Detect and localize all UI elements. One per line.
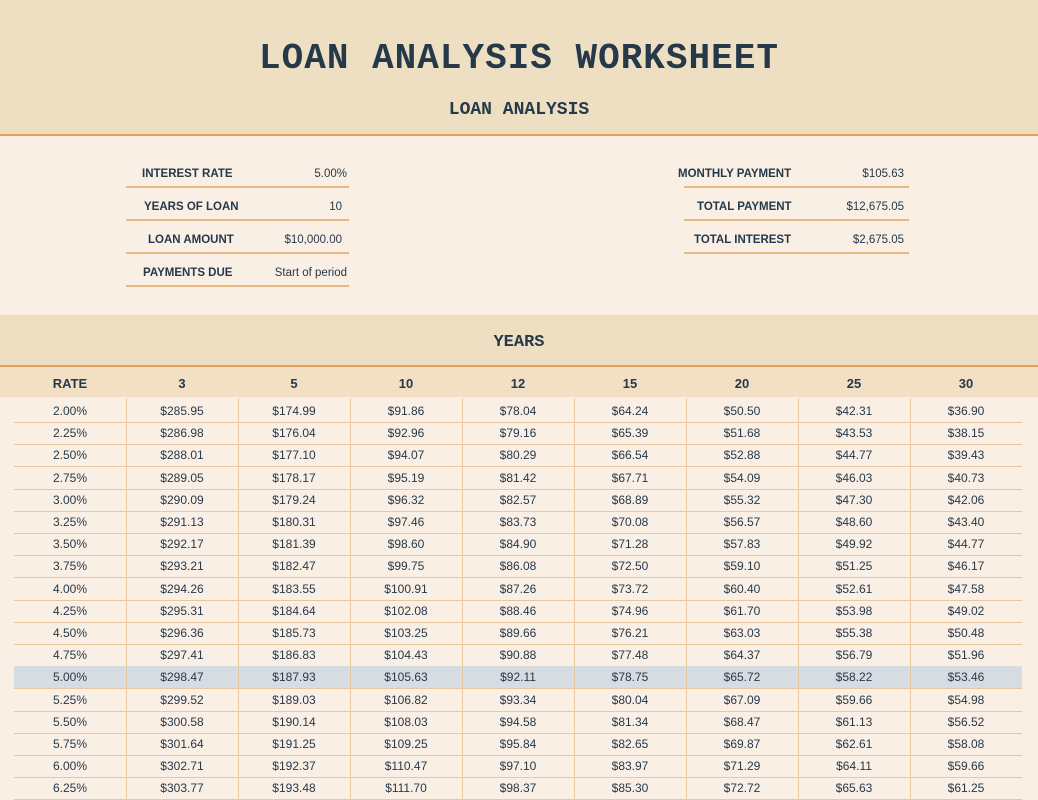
payment-cell[interactable]: $48.60 [835, 515, 873, 529]
column-header-years: 30 [958, 376, 974, 391]
payment-cell[interactable]: $61.13 [835, 714, 873, 729]
table-row [14, 511, 1022, 534]
total-interest-field [684, 230, 909, 254]
payment-cell[interactable]: $52.88 [723, 448, 761, 463]
payment-cell[interactable]: $59.10 [723, 559, 761, 574]
payment-cell[interactable]: $92.96 [387, 426, 425, 441]
table-row [14, 777, 1022, 800]
payment-cell[interactable]: $76.21 [611, 626, 649, 640]
payment-cell[interactable]: $295.31 [160, 603, 204, 618]
payment-cell[interactable]: $51.68 [723, 426, 761, 441]
payment-cell[interactable]: $55.32 [723, 492, 761, 507]
table-row [14, 689, 1022, 712]
payment-cell[interactable]: $108.03 [384, 714, 428, 729]
payment-cell[interactable]: $89.66 [499, 626, 537, 640]
payment-cell[interactable]: $61.25 [947, 781, 985, 796]
payment-cell[interactable]: $50.48 [947, 626, 985, 640]
total-interest-value: $2,675.05 [852, 234, 904, 246]
rate-cell[interactable]: 2.25% [52, 426, 88, 441]
payment-cell[interactable]: $64.24 [611, 404, 649, 418]
column-divider [574, 398, 575, 800]
column-header-years: 3 [178, 376, 186, 391]
rate-cell[interactable]: 4.25% [52, 603, 88, 618]
payment-cell[interactable]: $110.47 [384, 759, 428, 774]
payment-cell[interactable]: $302.71 [160, 759, 204, 774]
payment-cell[interactable]: $98.37 [499, 781, 537, 796]
payment-cell[interactable]: $100.91 [384, 581, 428, 596]
payment-cell[interactable]: $96.32 [387, 492, 425, 507]
interest-rate-value[interactable]: 5.00% [314, 168, 347, 180]
payment-cell[interactable]: $111.70 [385, 781, 427, 796]
payment-cell[interactable]: $54.09 [723, 470, 761, 485]
table-row [14, 400, 1022, 423]
loan-amount-value[interactable]: $10,000.00 [284, 234, 342, 246]
payment-cell[interactable]: $90.88 [499, 648, 537, 663]
payment-cell[interactable]: $104.43 [384, 648, 428, 663]
column-divider [126, 398, 127, 800]
payment-cell[interactable]: $43.40 [947, 515, 985, 529]
payment-cell[interactable]: $57.83 [723, 537, 761, 552]
payment-cell[interactable]: $192.37 [272, 759, 316, 774]
column-divider [686, 398, 687, 800]
payment-cell[interactable]: $292.17 [160, 537, 204, 552]
section-title: LOAN ANALYSIS [448, 100, 590, 120]
rate-cell[interactable]: 3.75% [52, 559, 88, 574]
payment-cell[interactable]: $44.77 [835, 448, 873, 463]
page-title: LOAN ANALYSIS WORKSHEET [259, 38, 779, 79]
payment-cell[interactable]: $97.10 [499, 759, 537, 774]
payment-cell[interactable]: $36.90 [947, 404, 985, 418]
payment-cell[interactable]: $72.72 [723, 781, 761, 796]
column-divider [350, 398, 351, 800]
table-row [14, 755, 1022, 778]
payment-cell[interactable]: $58.22 [835, 670, 873, 685]
total-payment-value: $12,675.05 [846, 201, 904, 213]
column-divider [910, 398, 911, 800]
rate-cell[interactable]: 5.00% [52, 670, 88, 685]
payment-cell[interactable]: $51.25 [835, 559, 873, 574]
rate-cell[interactable]: 4.00% [52, 581, 88, 596]
payment-cell[interactable]: $66.54 [611, 448, 649, 463]
payment-cell[interactable]: $80.04 [611, 692, 649, 707]
rate-cell[interactable]: 5.50% [52, 714, 88, 729]
payment-cell[interactable]: $81.34 [611, 714, 649, 729]
monthly-payment-label: MONTHLY PAYMENT [678, 168, 792, 180]
payment-cell[interactable]: $69.87 [723, 737, 761, 751]
payment-cell[interactable]: $185.73 [272, 626, 316, 640]
payments-due-field[interactable] [126, 263, 349, 287]
interest-rate-label: INTEREST RATE [142, 168, 233, 180]
payment-cell[interactable]: $42.31 [835, 404, 873, 418]
payment-cell[interactable]: $98.60 [387, 537, 425, 552]
payment-cell[interactable]: $289.05 [160, 470, 204, 485]
table-row [14, 711, 1022, 734]
payment-cell[interactable]: $182.47 [272, 559, 316, 574]
payment-cell[interactable]: $68.47 [723, 714, 761, 729]
payment-cell[interactable]: $97.46 [387, 515, 425, 529]
table-row [14, 533, 1022, 556]
rate-cell[interactable]: 3.00% [52, 492, 88, 507]
payment-cell[interactable]: $64.37 [723, 648, 761, 663]
payment-cell[interactable]: $94.07 [387, 448, 425, 463]
payment-cell[interactable]: $85.30 [611, 781, 649, 796]
payment-cell[interactable]: $84.90 [499, 537, 537, 552]
payment-cell[interactable]: $83.97 [611, 759, 649, 774]
payment-cell[interactable]: $55.38 [835, 626, 873, 640]
payment-cell[interactable]: $285.95 [160, 404, 204, 418]
payment-cell[interactable]: $46.03 [835, 470, 873, 485]
payment-cell[interactable]: $67.09 [723, 692, 761, 707]
payment-cell[interactable]: $72.50 [611, 559, 649, 574]
payment-cell[interactable]: $109.25 [384, 737, 428, 751]
table-row [14, 444, 1022, 467]
payment-cell[interactable]: $54.98 [947, 692, 985, 707]
payment-cell[interactable]: $95.84 [499, 737, 537, 751]
payment-cell[interactable]: $79.16 [499, 426, 537, 441]
table-row [14, 422, 1022, 445]
column-divider [238, 398, 239, 800]
payment-cell[interactable]: $102.08 [384, 603, 428, 618]
payment-cell[interactable]: $39.43 [947, 448, 985, 463]
payment-cell[interactable]: $43.53 [835, 426, 873, 441]
payment-cell[interactable]: $47.30 [835, 492, 873, 507]
payment-cell[interactable]: $63.03 [723, 626, 761, 640]
payment-cell[interactable]: $50.50 [723, 404, 761, 418]
payment-cell[interactable]: $86.08 [499, 559, 537, 574]
payment-cell[interactable]: $296.36 [160, 626, 204, 640]
payment-cell[interactable]: $60.40 [723, 581, 761, 596]
payment-cell[interactable]: $186.83 [272, 648, 316, 663]
payment-cell[interactable]: $303.77 [160, 781, 204, 796]
table-row [14, 644, 1022, 667]
payment-cell[interactable]: $51.96 [947, 648, 985, 663]
payment-cell[interactable]: $190.14 [272, 714, 316, 729]
payment-cell[interactable]: $67.71 [611, 470, 649, 485]
payment-cell[interactable]: $95.19 [387, 470, 425, 485]
payment-cell[interactable]: $78.75 [611, 670, 649, 685]
payment-cell[interactable]: $301.64 [160, 737, 204, 751]
payment-cell[interactable]: $49.92 [835, 537, 873, 552]
payment-cell[interactable]: $88.46 [499, 603, 537, 618]
payment-cell[interactable]: $183.55 [272, 581, 316, 596]
column-header-years: 5 [290, 376, 298, 391]
table-row [14, 555, 1022, 578]
payment-cell[interactable]: $291.13 [160, 515, 204, 529]
payment-cell[interactable]: $56.57 [723, 515, 761, 529]
payment-cell[interactable]: $187.93 [272, 670, 316, 685]
payment-cell[interactable]: $193.48 [272, 781, 316, 796]
payment-cell[interactable]: $288.01 [160, 448, 204, 463]
payment-cell[interactable]: $293.21 [160, 559, 204, 574]
years-field[interactable] [126, 197, 349, 221]
loan-amount-label: LOAN AMOUNT [148, 234, 234, 246]
payment-cell[interactable]: $47.58 [947, 581, 985, 596]
payment-cell[interactable]: $286.98 [160, 426, 204, 441]
payment-cell[interactable]: $92.11 [500, 670, 536, 685]
payment-cell[interactable]: $65.39 [611, 426, 649, 441]
rate-cell[interactable]: 2.00% [52, 404, 88, 418]
payment-cell[interactable]: $40.73 [947, 470, 985, 485]
payment-cell[interactable]: $49.02 [947, 603, 985, 618]
table-row [14, 622, 1022, 645]
payment-cell[interactable]: $181.39 [272, 537, 316, 552]
payment-cell[interactable]: $87.26 [499, 581, 537, 596]
payment-cell[interactable]: $93.34 [499, 692, 537, 707]
payment-cell[interactable]: $42.06 [947, 492, 985, 507]
rate-cell[interactable]: 2.50% [52, 448, 88, 463]
table-row [14, 578, 1022, 601]
payment-cell[interactable]: $176.04 [272, 426, 316, 441]
column-header-years: 25 [846, 376, 862, 391]
table-row [14, 467, 1022, 490]
payment-cell[interactable]: $70.08 [611, 515, 649, 529]
monthly-payment-field [678, 164, 909, 188]
payment-cell[interactable]: $73.72 [611, 581, 649, 596]
payment-cell[interactable]: $53.98 [835, 603, 873, 618]
payment-cell[interactable]: $299.52 [160, 692, 204, 707]
rate-cell[interactable]: 2.75% [52, 470, 88, 485]
rate-cell[interactable]: 3.25% [52, 515, 88, 529]
payment-cell[interactable]: $38.15 [947, 426, 985, 441]
table-row [14, 733, 1022, 756]
payment-cell[interactable]: $184.64 [272, 603, 316, 618]
payment-cell[interactable]: $64.11 [836, 759, 872, 774]
payment-cell[interactable]: $94.58 [499, 714, 537, 729]
table-row [14, 600, 1022, 623]
payment-cell[interactable]: $297.41 [160, 648, 204, 663]
payment-cell[interactable]: $174.99 [272, 404, 316, 418]
interest-rate-field[interactable] [126, 164, 349, 188]
payment-cell[interactable]: $177.10 [272, 448, 316, 463]
column-header-years: 15 [622, 376, 638, 391]
payment-cell[interactable]: $106.82 [384, 692, 428, 707]
payment-cell[interactable]: $52.61 [835, 581, 873, 596]
payment-cell[interactable]: $56.79 [835, 648, 873, 663]
payment-cell[interactable]: $82.57 [499, 492, 537, 507]
payment-cell[interactable]: $80.29 [499, 448, 537, 463]
summary-panel [0, 136, 1038, 314]
payment-cell[interactable]: $300.58 [160, 714, 204, 729]
rate-cell[interactable]: 5.75% [52, 737, 88, 751]
payment-cell[interactable]: $56.52 [947, 714, 985, 729]
payment-cell[interactable]: $179.24 [272, 492, 316, 507]
total-interest-label: TOTAL INTEREST [694, 234, 792, 246]
payment-cell[interactable]: $298.47 [160, 670, 204, 685]
rate-cell[interactable]: 6.25% [52, 781, 88, 796]
loan-amount-field[interactable] [126, 230, 349, 254]
payment-cell[interactable]: $78.04 [499, 404, 537, 418]
payment-cell[interactable]: $91.86 [387, 404, 425, 418]
payment-cell[interactable]: $61.70 [723, 603, 761, 618]
column-header-years: 12 [510, 376, 526, 391]
payments-due-value[interactable]: Start of period [274, 267, 347, 279]
payment-cell[interactable]: $294.26 [160, 581, 204, 596]
rate-column-header: RATE [52, 376, 88, 391]
column-divider [798, 398, 799, 800]
payment-cell[interactable]: $65.63 [835, 781, 873, 796]
monthly-payment-value: $105.63 [862, 168, 904, 180]
total-payment-label: TOTAL PAYMENT [697, 201, 792, 213]
column-divider [462, 398, 463, 800]
rate-cell[interactable]: 4.50% [52, 626, 88, 640]
payment-cell[interactable]: $82.65 [611, 737, 649, 751]
payment-cell[interactable]: $99.75 [387, 559, 425, 574]
payment-cell[interactable]: $74.96 [611, 603, 649, 618]
payment-cell[interactable]: $191.25 [272, 737, 316, 751]
payment-cell[interactable]: $81.42 [499, 470, 537, 485]
rate-cell[interactable]: 5.25% [52, 692, 88, 707]
total-payment-field [684, 197, 909, 221]
years-label: YEARS OF LOAN [144, 201, 239, 213]
payment-cell[interactable]: $46.17 [947, 559, 985, 574]
rate-cell[interactable]: 3.50% [52, 537, 88, 552]
payment-cell[interactable]: $62.61 [835, 737, 873, 751]
payment-cell[interactable]: $180.31 [272, 515, 316, 529]
payment-cell[interactable]: $58.08 [947, 737, 985, 751]
payment-cell[interactable]: $59.66 [947, 759, 985, 774]
payment-cell[interactable]: $77.48 [611, 648, 649, 663]
rate-cell[interactable]: 4.75% [52, 648, 88, 663]
payment-cell[interactable]: $53.46 [947, 670, 985, 685]
table-row [14, 666, 1022, 689]
column-header-years: 20 [734, 376, 750, 391]
payments-due-label: PAYMENTS DUE [143, 267, 233, 279]
payment-cell[interactable]: $44.77 [947, 537, 985, 552]
payment-cell[interactable]: $59.66 [835, 692, 873, 707]
payment-cell[interactable]: $178.17 [272, 470, 316, 485]
table-row [14, 489, 1022, 512]
years-header: YEARS [493, 333, 545, 352]
payment-cell[interactable]: $71.28 [611, 537, 649, 552]
payment-cell[interactable]: $189.03 [272, 692, 316, 707]
payment-cell[interactable]: $65.72 [723, 670, 761, 685]
payment-cell[interactable]: $290.09 [160, 492, 204, 507]
years-value[interactable]: 10 [329, 201, 342, 213]
payment-cell[interactable]: $83.73 [499, 515, 537, 529]
rate-cell[interactable]: 6.00% [52, 759, 88, 774]
payment-cell[interactable]: $103.25 [384, 626, 428, 640]
payment-cell[interactable]: $71.29 [723, 759, 761, 774]
payment-cell[interactable]: $68.89 [611, 492, 649, 507]
payment-cell[interactable]: $105.63 [384, 670, 428, 685]
column-header-years: 10 [398, 376, 414, 391]
